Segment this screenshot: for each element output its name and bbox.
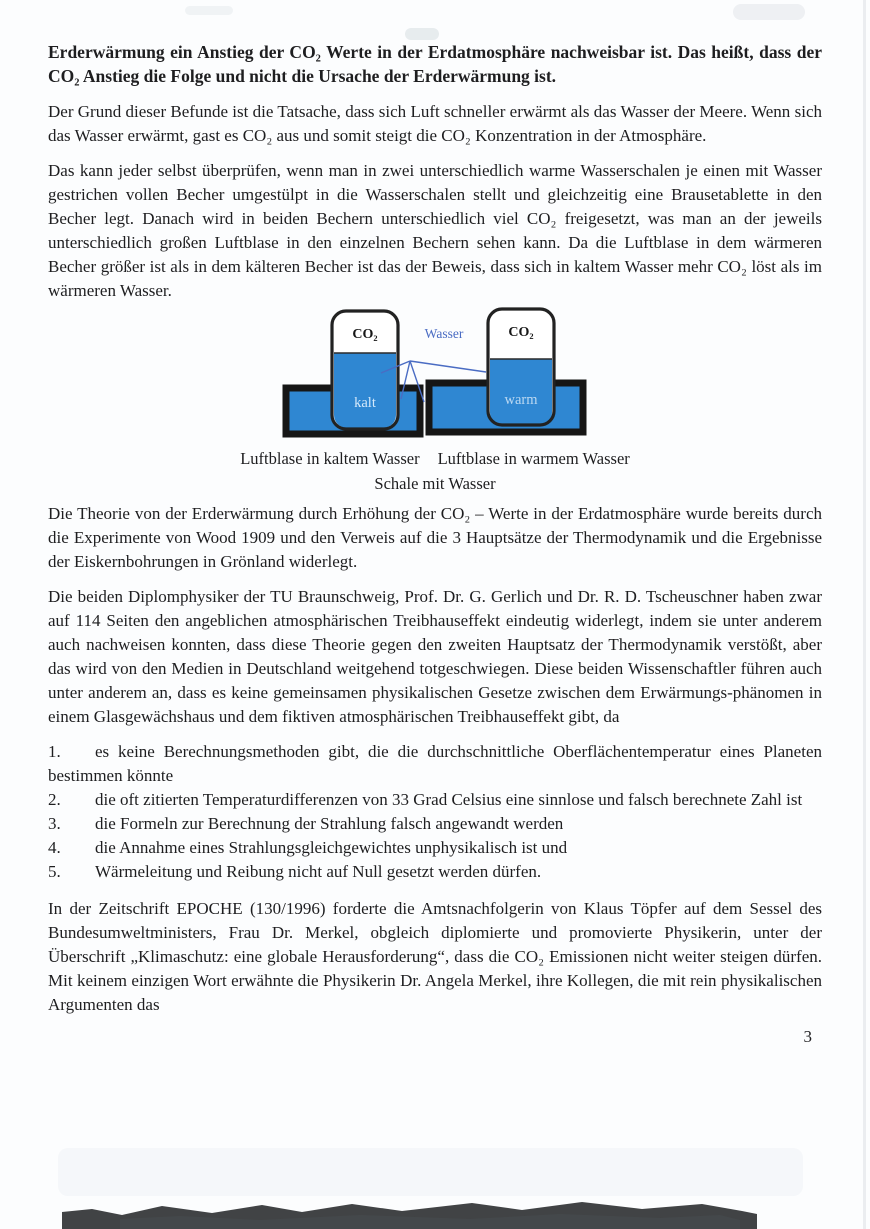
list-item-text: Wärmeleitung und Reibung nicht auf Null gesetzt werden dürfen. — [95, 862, 542, 881]
figure-caption-cold: Luftblase in kaltem Wasser — [240, 449, 420, 468]
list-item — [48, 836, 822, 860]
beaker-diagram-svg — [280, 307, 590, 441]
list-item-number: 5. — [48, 862, 61, 881]
paragraph-epoche: In der Zeitschrift EPOCHE (130/1996) forderte die Amtsnachfolgerin von Klaus Töpfer auf dem Sessel des Bundesumweltministers, Frau Dr. Merkel, obgleich diplomierte und promovierte Physikerin, unter der Überschrift „Klimaschutz: eine globale Herausforderung“, dass die CO₂ Emissionen nicht weiter steigen dürfen. Mit keinem einzigen Wort erwähnte die Physikerin Dr. Angela Merkel, ihre Kollegen, die mit rein physikalischen Argumenten das — [48, 899, 822, 1014]
co2-label-left: CO₂ — [352, 327, 378, 342]
list-item-text: die Formeln zur Berechnung der Strahlung falsch angewandt werden — [95, 814, 564, 833]
label-warm: warm — [504, 392, 538, 408]
list-item — [48, 860, 822, 884]
list-item — [48, 740, 822, 788]
label-kalt: kalt — [354, 395, 376, 411]
page-number: 3 — [803, 1027, 812, 1046]
list-item — [48, 788, 822, 812]
co2-label-right: CO₂ — [508, 325, 534, 340]
beaker-warm — [488, 309, 554, 426]
list-item-number: 4. — [48, 838, 61, 857]
figure-diagram — [48, 307, 822, 496]
list-item-text: es keine Berechnungsmethoden gibt, die die durchschnittliche Oberflächentemperatur eines Planeten bestimmen könnte — [48, 742, 822, 785]
paragraph-intro: Der Grund dieser Befunde ist die Tatsache, dass sich Luft schneller erwärmt als das Wasser der Meere. Wenn sich das Wasser erwärmt, gast es CO₂ aus und somit steigt die CO₂ Konzentration in der Atmosphäre. — [48, 102, 822, 145]
list-item-number: 3. — [48, 814, 61, 833]
scan-artifact-top — [185, 6, 233, 15]
paragraph-theory: Die Theorie von der Erderwärmung durch Erhöhung der CO₂ – Werte in der Erdatmosphäre wurde bereits durch die Experimente von Wood 1909 und den Verweis auf die 3 Hauptsätze der Thermodynamik und die Ergebnisse der Eiskernbohrungen in Grönland widerlegt. — [48, 504, 822, 571]
scan-artifact-top — [733, 4, 805, 20]
main-heading: Erderwärmung ein Anstieg der CO₂ Werte in der Erdatmosphäre nachweisbar ist. Das heißt, dass der CO₂ Anstieg die Folge und nicht die Ursache der Erderwärmung ist. — [48, 42, 822, 86]
scan-edge-right — [863, 0, 866, 1229]
list-item-text: die Annahme eines Strahlungsgleichgewichtes unphysikalisch ist und — [95, 838, 568, 857]
figure-caption-bowl: Schale mit Wasser — [374, 474, 496, 493]
list-item — [48, 812, 822, 836]
label-wasser: Wasser — [424, 326, 464, 341]
scan-artifact-top — [405, 28, 439, 40]
paragraph-experiment: Das kann jeder selbst überprüfen, wenn man in zwei unterschiedlich warme Wasserschalen je einen mit Wasser gestrichen vollen Becher umgestülpt in die Wasserschalen stellt und gleichzeitig eine Brausetablette in den Becher legt. Danach wird in beiden Bechern unterschiedlich viel CO₂ freigesetzt, was man an der jeweils unterschiedlich großen Luftblase in den einzelnen Bechern sehen kann. Da die Luftblase in dem wärmeren Becher größer ist als in dem kälteren Becher ist das der Beweis, dass sich in kaltem Wasser mehr CO₂ löst als im wärmeren Wasser. — [48, 161, 822, 300]
water-cold — [334, 353, 396, 428]
paragraph-physicists: Die beiden Diplomphysiker der TU Braunschweig, Prof. Dr. G. Gerlich und Dr. R. D. Tscheuschner haben zwar auf 114 Seiten den angeblichen atmosphärischen Treibhauseffekt eindeutig widerlegt, indem sie unter anderem auch nachweisen konnten, dass diese Theorie gegen den zweiten Hauptsatz der Thermodynamik verstößt, aber das wird von den Medien in Deutschland weitgehend totgeschwiegen. Diese beiden Wissenschaftler führen auch unter anderem an, dass es keine gemeinsamen physikalischen Gesetze zwischen dem Erwärmungs-phänomen in einem Glasgewächshaus und dem fiktiven atmosphärischen Treibhauseffekt gibt, da — [48, 587, 822, 726]
numbered-list — [48, 740, 822, 884]
list-item-number: 2. — [48, 790, 61, 809]
figure-captions — [48, 446, 822, 471]
figure-caption-warm: Luftblase in warmem Wasser — [437, 449, 630, 468]
list-item-text: die oft zitierten Temperaturdifferenzen von 33 Grad Celsius eine sinnlose und falsch berechnete Zahl ist — [95, 790, 803, 809]
document-content — [48, 40, 822, 1047]
scan-artifact-bottom — [0, 1189, 870, 1229]
list-item-number: 1. — [48, 742, 61, 761]
